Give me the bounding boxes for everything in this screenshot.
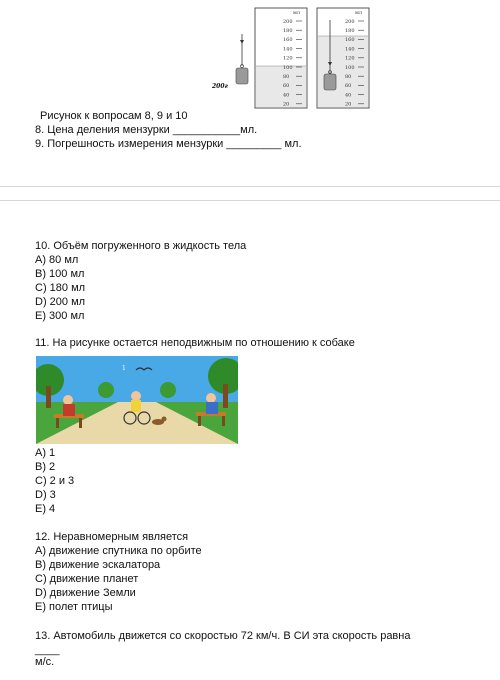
left-cylinder-scale-label: 80 bbox=[283, 74, 290, 80]
question-9: 9. Погрешность измерения мензурки _________ мл. bbox=[35, 138, 302, 150]
section-divider bbox=[0, 186, 500, 187]
q11-option: Е) 4 bbox=[35, 503, 56, 515]
q13-answer-unit: м/с. bbox=[35, 656, 55, 668]
left-cylinder-scale-label: 40 bbox=[283, 92, 290, 99]
q10-option: В) 100 мл bbox=[35, 268, 85, 280]
q11-option: В) 2 bbox=[35, 461, 56, 473]
left-cylinder-scale-label: 20 bbox=[283, 101, 290, 108]
right-cylinder-scale-label: 20 bbox=[345, 101, 352, 108]
left-cylinder-scale-label: 180 bbox=[283, 28, 293, 34]
right-cylinder-scale-label: 120 bbox=[345, 55, 355, 62]
measuring-cylinders-figure bbox=[200, 0, 380, 112]
q11-option: А) 1 bbox=[35, 447, 56, 459]
question-8: 8. Цена деления мензурки ___________мл. bbox=[35, 124, 258, 136]
right-cylinder bbox=[317, 8, 369, 108]
figure-caption: Рисунок к вопросам 8, 9 и 10 bbox=[40, 110, 188, 122]
scene-mark-1: 1 bbox=[122, 365, 126, 372]
right-water bbox=[318, 36, 368, 107]
q12-option: С) движение планет bbox=[35, 573, 139, 585]
right-cylinder-scale-label: 60 bbox=[345, 83, 352, 90]
right-cylinder-scale-label: 80 bbox=[345, 74, 352, 80]
left-weight bbox=[211, 34, 248, 90]
q10-option: А) 80 мл bbox=[35, 254, 79, 266]
left-cylinder-scale-label: 200 bbox=[283, 18, 293, 25]
q13-answer-line: ____ bbox=[35, 644, 60, 656]
left-unit-label: мл bbox=[293, 10, 301, 16]
question-13-title: 13. Автомобиль движется со скоростью 72 км/ч. В СИ эта скорость равна bbox=[35, 630, 411, 642]
left-water bbox=[256, 66, 306, 107]
left-cylinder-scale-label: 100 bbox=[283, 64, 293, 71]
left-cylinder-scale-label: 120 bbox=[283, 55, 293, 62]
q10-option: Е) 300 мл bbox=[35, 310, 85, 322]
left-cylinder-scale-label: 160 bbox=[283, 37, 293, 44]
left-cylinder-scale-label: 60 bbox=[283, 83, 290, 90]
question-10-title: 10. Объём погруженного в жидкость тела bbox=[35, 240, 247, 252]
section-divider bbox=[0, 200, 500, 201]
right-cylinder-scale-label: 180 bbox=[345, 28, 355, 34]
q11-option: С) 2 и 3 bbox=[35, 475, 75, 487]
q12-option: А) движение спутника по орбите bbox=[35, 545, 202, 557]
q11-option: D) 3 bbox=[35, 489, 56, 501]
left-cylinder bbox=[255, 8, 307, 108]
right-cylinder-scale-label: 100 bbox=[345, 64, 355, 71]
left-cylinder-scale-label: 140 bbox=[283, 46, 293, 53]
weight-label: 200г bbox=[212, 83, 228, 90]
q12-option: Е) полет птицы bbox=[35, 601, 113, 613]
q12-option: В) движение эскалатора bbox=[35, 559, 161, 571]
right-cylinder-scale-label: 160 bbox=[345, 37, 355, 44]
right-cylinder-scale-label: 40 bbox=[345, 92, 352, 99]
q12-option: D) движение Земли bbox=[35, 587, 136, 599]
right-unit-label: мл bbox=[355, 10, 363, 16]
right-cylinder-scale-label: 200 bbox=[345, 18, 355, 25]
q10-option: D) 200 мл bbox=[35, 296, 86, 308]
question-12-title: 12. Неравномерным является bbox=[35, 531, 189, 543]
q10-option: С) 180 мл bbox=[35, 282, 86, 294]
park-scene-image bbox=[36, 356, 238, 444]
question-11-title: 11. На рисунке остается неподвижным по отношению к собаке bbox=[35, 337, 355, 349]
right-cylinder-scale-label: 140 bbox=[345, 46, 355, 53]
